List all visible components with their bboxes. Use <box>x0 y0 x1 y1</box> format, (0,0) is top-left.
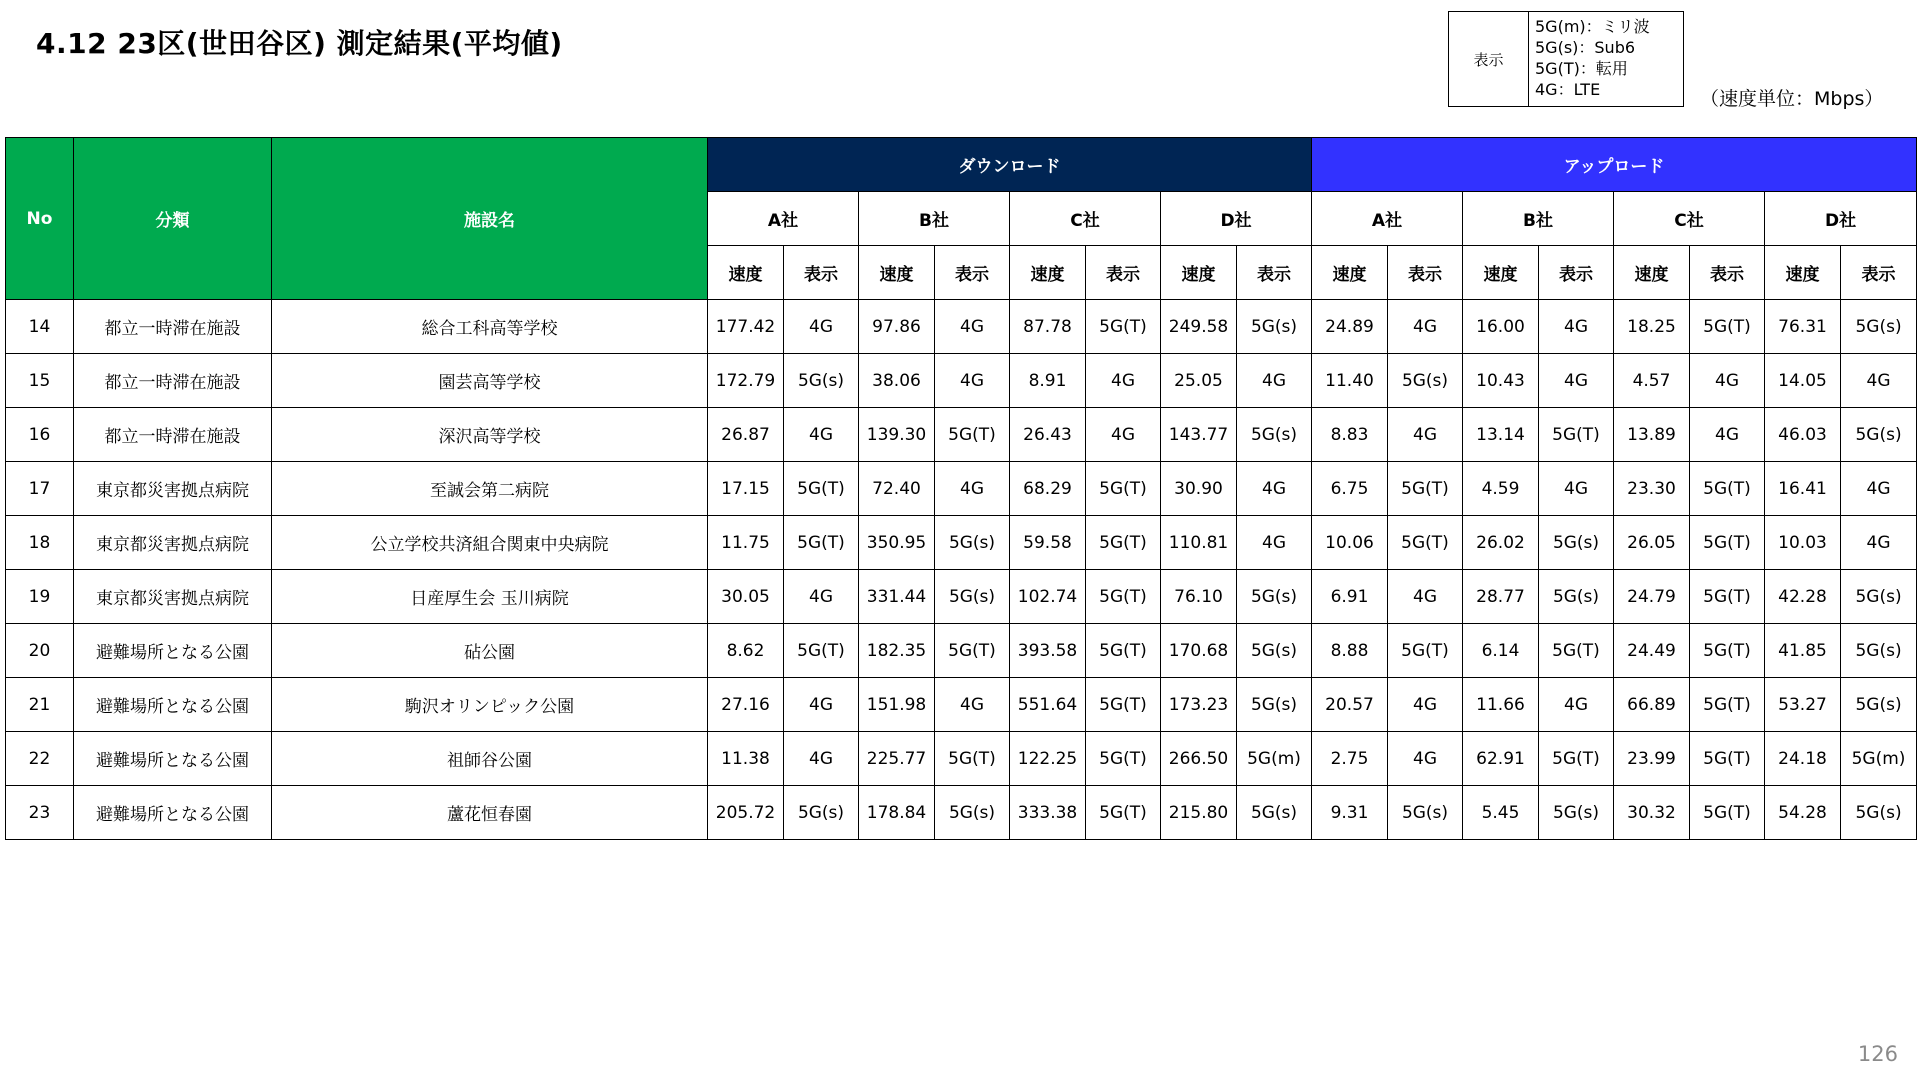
cell-no: 23 <box>6 786 74 840</box>
cell-upload-speed: 23.30 <box>1614 462 1690 516</box>
cell-upload-speed: 14.05 <box>1765 354 1841 408</box>
cell-upload-speed: 5.45 <box>1463 786 1539 840</box>
cell-upload-speed: 11.66 <box>1463 678 1539 732</box>
cell-category: 東京都災害拠点病院 <box>74 462 272 516</box>
cell-upload-speed: 26.02 <box>1463 516 1539 570</box>
cell-download-speed: 11.75 <box>708 516 784 570</box>
cell-upload-speed: 6.75 <box>1312 462 1388 516</box>
cell-upload-display: 5G(T) <box>1539 732 1614 786</box>
cell-download-display: 5G(T) <box>784 516 859 570</box>
header-ul-display: 表示 <box>1388 246 1463 300</box>
cell-upload-speed: 76.31 <box>1765 300 1841 354</box>
cell-download-speed: 205.72 <box>708 786 784 840</box>
header-ul-speed: 速度 <box>1765 246 1841 300</box>
cell-upload-display: 4G <box>1539 300 1614 354</box>
cell-upload-speed: 62.91 <box>1463 732 1539 786</box>
table-row <box>6 624 1917 678</box>
cell-download-speed: 30.90 <box>1161 462 1237 516</box>
cell-download-speed: 110.81 <box>1161 516 1237 570</box>
cell-download-speed: 30.05 <box>708 570 784 624</box>
legend-line-sub6: 5G(s)：Sub6 <box>1535 38 1636 57</box>
cell-download-display: 5G(s) <box>1237 624 1312 678</box>
cell-facility: 祖師谷公園 <box>272 732 708 786</box>
cell-upload-display: 4G <box>1388 300 1463 354</box>
cell-download-speed: 266.50 <box>1161 732 1237 786</box>
cell-category: 東京都災害拠点病院 <box>74 516 272 570</box>
cell-download-display: 5G(T) <box>935 408 1010 462</box>
cell-upload-speed: 6.91 <box>1312 570 1388 624</box>
cell-upload-display: 4G <box>1539 462 1614 516</box>
cell-upload-speed: 16.41 <box>1765 462 1841 516</box>
cell-upload-speed: 9.31 <box>1312 786 1388 840</box>
cell-facility: 砧公園 <box>272 624 708 678</box>
header-ul-display: 表示 <box>1690 246 1765 300</box>
cell-upload-speed: 54.28 <box>1765 786 1841 840</box>
cell-upload-display: 5G(T) <box>1539 624 1614 678</box>
header-ul-speed: 速度 <box>1312 246 1388 300</box>
header-ul-display: 表示 <box>1539 246 1614 300</box>
cell-upload-display: 5G(s) <box>1841 408 1917 462</box>
cell-upload-speed: 20.57 <box>1312 678 1388 732</box>
cell-upload-speed: 28.77 <box>1463 570 1539 624</box>
cell-upload-display: 5G(T) <box>1690 300 1765 354</box>
cell-no: 15 <box>6 354 74 408</box>
cell-upload-display: 5G(T) <box>1388 516 1463 570</box>
cell-download-display: 5G(T) <box>1086 678 1161 732</box>
cell-download-display: 5G(T) <box>784 624 859 678</box>
cell-upload-display: 5G(T) <box>1690 570 1765 624</box>
cell-upload-speed: 13.89 <box>1614 408 1690 462</box>
cell-upload-display: 4G <box>1388 408 1463 462</box>
cell-upload-display: 5G(s) <box>1539 516 1614 570</box>
cell-download-display: 5G(T) <box>1086 300 1161 354</box>
cell-facility: 総合工科高等学校 <box>272 300 708 354</box>
cell-no: 17 <box>6 462 74 516</box>
cell-download-display: 4G <box>1237 462 1312 516</box>
cell-upload-speed: 10.06 <box>1312 516 1388 570</box>
cell-upload-speed: 42.28 <box>1765 570 1841 624</box>
header-upload: アップロード <box>1312 138 1917 192</box>
cell-upload-display: 4G <box>1539 678 1614 732</box>
cell-download-display: 4G <box>1237 516 1312 570</box>
cell-upload-display: 5G(T) <box>1690 516 1765 570</box>
table-row <box>6 462 1917 516</box>
cell-download-display: 5G(T) <box>1086 462 1161 516</box>
cell-upload-speed: 4.59 <box>1463 462 1539 516</box>
cell-upload-display: 5G(s) <box>1841 678 1917 732</box>
cell-facility: 蘆花恒春園 <box>272 786 708 840</box>
cell-upload-speed: 8.88 <box>1312 624 1388 678</box>
header-ul-company: D社 <box>1765 192 1917 246</box>
cell-upload-speed: 18.25 <box>1614 300 1690 354</box>
cell-category: 都立一時滞在施設 <box>74 354 272 408</box>
header-dl-speed: 速度 <box>859 246 935 300</box>
cell-upload-display: 4G <box>1539 354 1614 408</box>
page-title: 4.12 23区(世田谷区) 測定結果(平均値) <box>36 27 563 60</box>
cell-upload-speed: 13.14 <box>1463 408 1539 462</box>
cell-download-speed: 350.95 <box>859 516 935 570</box>
cell-upload-speed: 30.32 <box>1614 786 1690 840</box>
cell-download-display: 5G(m) <box>1237 732 1312 786</box>
header-dl-company: D社 <box>1161 192 1312 246</box>
cell-category: 避難場所となる公園 <box>74 786 272 840</box>
table-row <box>6 408 1917 462</box>
cell-download-speed: 11.38 <box>708 732 784 786</box>
cell-download-speed: 8.91 <box>1010 354 1086 408</box>
cell-category: 東京都災害拠点病院 <box>74 570 272 624</box>
cell-download-speed: 172.79 <box>708 354 784 408</box>
cell-download-display: 4G <box>784 678 859 732</box>
cell-facility: 深沢高等学校 <box>272 408 708 462</box>
cell-upload-speed: 23.99 <box>1614 732 1690 786</box>
table-row <box>6 300 1917 354</box>
cell-upload-display: 4G <box>1388 678 1463 732</box>
table-row <box>6 354 1917 408</box>
cell-category: 都立一時滞在施設 <box>74 300 272 354</box>
cell-facility: 日産厚生会 玉川病院 <box>272 570 708 624</box>
legend-line-converted: 5G(T)：転用 <box>1535 59 1628 78</box>
cell-upload-speed: 24.49 <box>1614 624 1690 678</box>
cell-upload-display: 4G <box>1388 570 1463 624</box>
header-ul-display: 表示 <box>1841 246 1917 300</box>
cell-category: 避難場所となる公園 <box>74 678 272 732</box>
cell-upload-speed: 26.05 <box>1614 516 1690 570</box>
cell-category: 避難場所となる公園 <box>74 624 272 678</box>
cell-download-speed: 551.64 <box>1010 678 1086 732</box>
cell-upload-speed: 11.40 <box>1312 354 1388 408</box>
cell-upload-display: 5G(T) <box>1690 624 1765 678</box>
cell-upload-speed: 16.00 <box>1463 300 1539 354</box>
cell-upload-speed: 41.85 <box>1765 624 1841 678</box>
cell-download-display: 5G(s) <box>1237 570 1312 624</box>
page-number: 126 <box>1857 1042 1898 1066</box>
table-row <box>6 570 1917 624</box>
cell-download-display: 5G(T) <box>1086 786 1161 840</box>
cell-download-speed: 173.23 <box>1161 678 1237 732</box>
table-row <box>6 732 1917 786</box>
cell-download-speed: 333.38 <box>1010 786 1086 840</box>
cell-download-speed: 182.35 <box>859 624 935 678</box>
cell-download-speed: 68.29 <box>1010 462 1086 516</box>
cell-upload-display: 5G(s) <box>1841 786 1917 840</box>
cell-download-display: 5G(s) <box>1237 678 1312 732</box>
cell-upload-display: 4G <box>1841 354 1917 408</box>
cell-download-speed: 76.10 <box>1161 570 1237 624</box>
cell-upload-speed: 24.79 <box>1614 570 1690 624</box>
cell-download-display: 5G(s) <box>935 570 1010 624</box>
cell-upload-display: 4G <box>1841 462 1917 516</box>
cell-download-display: 5G(s) <box>1237 300 1312 354</box>
header-dl-display: 表示 <box>935 246 1010 300</box>
cell-download-speed: 215.80 <box>1161 786 1237 840</box>
cell-download-speed: 249.58 <box>1161 300 1237 354</box>
cell-download-display: 5G(s) <box>935 516 1010 570</box>
cell-facility: 至誠会第二病院 <box>272 462 708 516</box>
cell-download-display: 5G(T) <box>1086 732 1161 786</box>
cell-no: 18 <box>6 516 74 570</box>
cell-download-display: 4G <box>1086 354 1161 408</box>
cell-download-display: 5G(T) <box>1086 624 1161 678</box>
table-row <box>6 678 1917 732</box>
cell-download-display: 5G(s) <box>1237 786 1312 840</box>
cell-upload-display: 5G(s) <box>1388 354 1463 408</box>
cell-download-speed: 25.05 <box>1161 354 1237 408</box>
cell-download-display: 4G <box>1086 408 1161 462</box>
cell-download-display: 4G <box>935 354 1010 408</box>
cell-download-display: 5G(T) <box>935 624 1010 678</box>
header-ul-company: C社 <box>1614 192 1765 246</box>
cell-no: 16 <box>6 408 74 462</box>
cell-upload-speed: 4.57 <box>1614 354 1690 408</box>
header-dl-company: B社 <box>859 192 1010 246</box>
header-ul-company: A社 <box>1312 192 1463 246</box>
cell-download-speed: 87.78 <box>1010 300 1086 354</box>
header-ul-company: B社 <box>1463 192 1614 246</box>
cell-upload-display: 5G(T) <box>1690 678 1765 732</box>
cell-upload-display: 5G(m) <box>1841 732 1917 786</box>
header-ul-speed: 速度 <box>1463 246 1539 300</box>
results-table <box>5 137 1917 840</box>
cell-no: 19 <box>6 570 74 624</box>
cell-upload-speed: 24.89 <box>1312 300 1388 354</box>
cell-upload-display: 5G(s) <box>1539 786 1614 840</box>
cell-download-display: 5G(s) <box>935 786 1010 840</box>
cell-download-speed: 38.06 <box>859 354 935 408</box>
cell-download-speed: 225.77 <box>859 732 935 786</box>
cell-download-speed: 59.58 <box>1010 516 1086 570</box>
cell-upload-display: 5G(s) <box>1841 570 1917 624</box>
cell-upload-display: 5G(T) <box>1388 624 1463 678</box>
cell-no: 20 <box>6 624 74 678</box>
cell-upload-display: 5G(T) <box>1388 462 1463 516</box>
cell-download-speed: 393.58 <box>1010 624 1086 678</box>
cell-upload-speed: 66.89 <box>1614 678 1690 732</box>
cell-download-speed: 17.15 <box>708 462 784 516</box>
cell-upload-display: 4G <box>1388 732 1463 786</box>
header-dl-speed: 速度 <box>1161 246 1237 300</box>
cell-download-speed: 97.86 <box>859 300 935 354</box>
cell-upload-speed: 46.03 <box>1765 408 1841 462</box>
header-ul-speed: 速度 <box>1614 246 1690 300</box>
cell-download-speed: 27.16 <box>708 678 784 732</box>
header-dl-company: A社 <box>708 192 859 246</box>
cell-download-display: 5G(T) <box>1086 570 1161 624</box>
cell-upload-display: 5G(T) <box>1690 462 1765 516</box>
cell-download-speed: 331.44 <box>859 570 935 624</box>
cell-upload-speed: 2.75 <box>1312 732 1388 786</box>
cell-upload-speed: 53.27 <box>1765 678 1841 732</box>
cell-upload-display: 5G(s) <box>1539 570 1614 624</box>
cell-category: 避難場所となる公園 <box>74 732 272 786</box>
header-facility: 施設名 <box>272 138 708 300</box>
cell-download-display: 4G <box>935 300 1010 354</box>
cell-download-display: 4G <box>784 732 859 786</box>
header-dl-display: 表示 <box>1237 246 1312 300</box>
cell-facility: 駒沢オリンピック公園 <box>272 678 708 732</box>
header-dl-display: 表示 <box>1086 246 1161 300</box>
table-row <box>6 786 1917 840</box>
cell-facility: 園芸高等学校 <box>272 354 708 408</box>
cell-download-speed: 26.43 <box>1010 408 1086 462</box>
cell-download-speed: 8.62 <box>708 624 784 678</box>
cell-download-speed: 177.42 <box>708 300 784 354</box>
legend-line-lte: 4G：LTE <box>1535 80 1601 99</box>
cell-download-speed: 26.87 <box>708 408 784 462</box>
cell-category: 都立一時滞在施設 <box>74 408 272 462</box>
cell-download-speed: 151.98 <box>859 678 935 732</box>
cell-upload-speed: 10.03 <box>1765 516 1841 570</box>
cell-upload-display: 4G <box>1690 354 1765 408</box>
cell-upload-display: 4G <box>1841 516 1917 570</box>
header-dl-display: 表示 <box>784 246 859 300</box>
cell-download-speed: 122.25 <box>1010 732 1086 786</box>
unit-note: （速度単位：Mbps） <box>1700 88 1884 110</box>
cell-download-display: 4G <box>935 678 1010 732</box>
legend-lines <box>1529 12 1656 106</box>
cell-download-display: 5G(T) <box>935 732 1010 786</box>
cell-no: 14 <box>6 300 74 354</box>
cell-upload-display: 5G(s) <box>1388 786 1463 840</box>
display-legend <box>1448 11 1684 107</box>
cell-download-speed: 178.84 <box>859 786 935 840</box>
header-dl-speed: 速度 <box>708 246 784 300</box>
legend-label: 表示 <box>1449 12 1529 106</box>
header-category: 分類 <box>74 138 272 300</box>
cell-download-speed: 170.68 <box>1161 624 1237 678</box>
cell-upload-display: 5G(s) <box>1841 300 1917 354</box>
cell-download-speed: 143.77 <box>1161 408 1237 462</box>
cell-upload-speed: 24.18 <box>1765 732 1841 786</box>
cell-no: 21 <box>6 678 74 732</box>
cell-download-display: 5G(s) <box>784 354 859 408</box>
cell-upload-display: 5G(T) <box>1690 786 1765 840</box>
cell-download-speed: 102.74 <box>1010 570 1086 624</box>
cell-upload-speed: 10.43 <box>1463 354 1539 408</box>
cell-download-display: 4G <box>1237 354 1312 408</box>
cell-upload-speed: 6.14 <box>1463 624 1539 678</box>
cell-upload-display: 5G(T) <box>1539 408 1614 462</box>
cell-no: 22 <box>6 732 74 786</box>
legend-line-mmwave: 5G(m)：ミリ波 <box>1535 17 1650 36</box>
cell-download-display: 5G(s) <box>1237 408 1312 462</box>
cell-download-display: 5G(s) <box>784 786 859 840</box>
cell-download-display: 5G(T) <box>1086 516 1161 570</box>
cell-facility: 公立学校共済組合関東中央病院 <box>272 516 708 570</box>
header-no: No <box>6 138 74 300</box>
table-row <box>6 516 1917 570</box>
cell-upload-display: 5G(T) <box>1690 732 1765 786</box>
cell-download-display: 4G <box>784 570 859 624</box>
cell-download-display: 4G <box>935 462 1010 516</box>
header-download: ダウンロード <box>708 138 1312 192</box>
cell-download-speed: 72.40 <box>859 462 935 516</box>
cell-upload-speed: 8.83 <box>1312 408 1388 462</box>
header-dl-speed: 速度 <box>1010 246 1086 300</box>
cell-download-display: 5G(T) <box>784 462 859 516</box>
cell-upload-display: 5G(s) <box>1841 624 1917 678</box>
cell-upload-display: 4G <box>1690 408 1765 462</box>
cell-download-display: 4G <box>784 300 859 354</box>
cell-download-speed: 139.30 <box>859 408 935 462</box>
header-dl-company: C社 <box>1010 192 1161 246</box>
cell-download-display: 4G <box>784 408 859 462</box>
